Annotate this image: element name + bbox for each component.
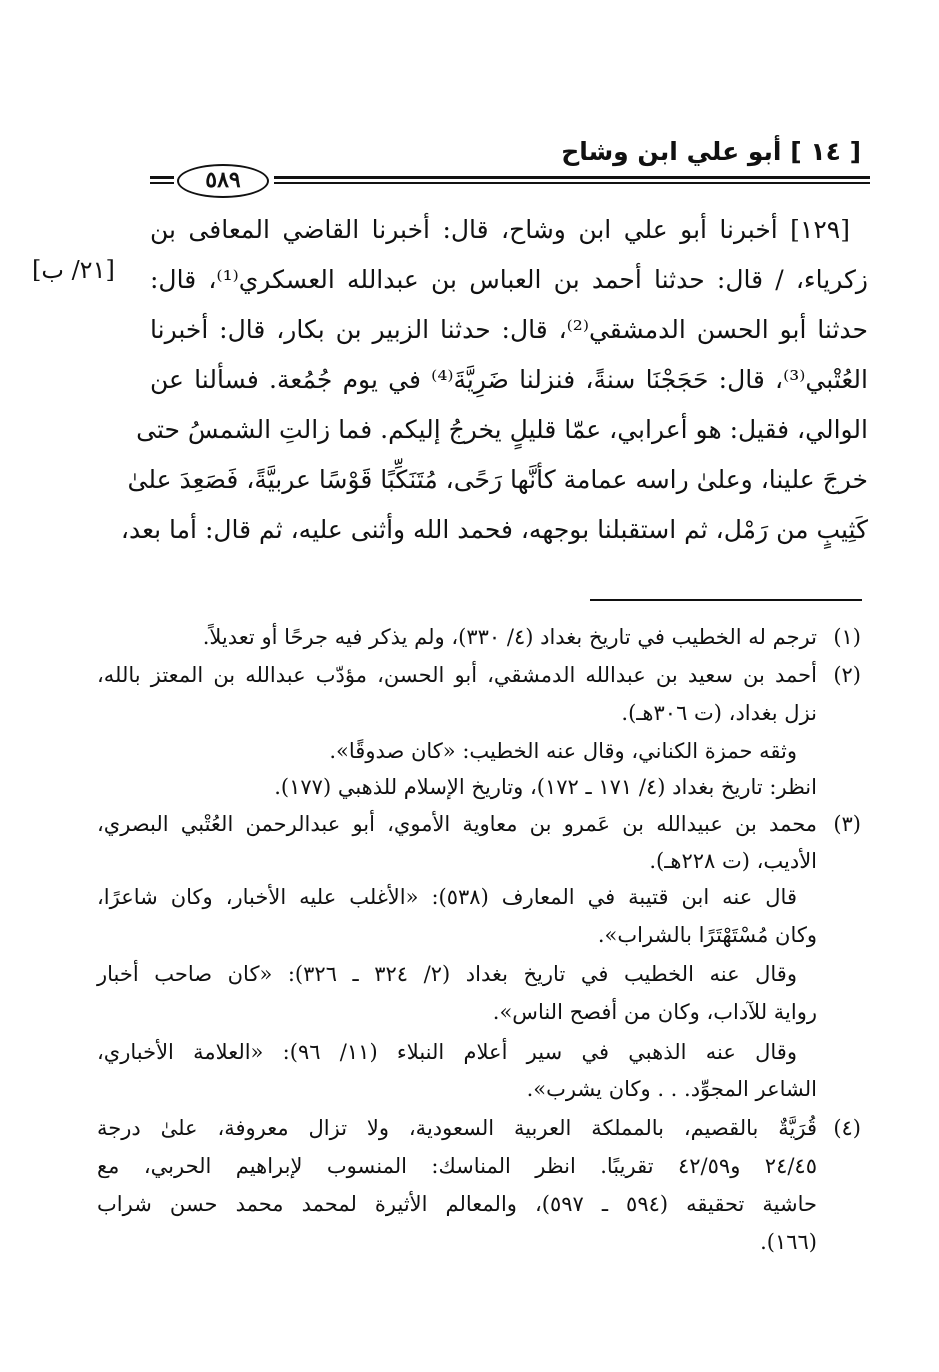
footnote-number: (٤) [833,1116,861,1140]
footnote-line: محمد بن عبيدالله بن عَمرو بن معاوية الأموي، أبو عبدالرحمن العُتْبي البصري، [97,812,817,836]
footnote-line: قال عنه ابن قتيبة في المعارف (٥٣٨): «الأغلب عليه الأخبار، وكان شاعرًا، [97,885,797,909]
footnote-number: (١) [833,625,861,649]
footnote-separator [590,599,862,601]
footnote-line: الشاعر المجوِّد. . . وكان يشرب». [526,1077,817,1101]
footnote-line: انظر: تاريخ بغداد (٤/ ١٧١ ـ ١٧٢)، وتاريخ الإسلام للذهبي (١٧٧). [274,775,817,799]
footnote-line: وقال عنه الخطيب في تاريخ بغداد (٢/ ٣٢٤ ـ ٣٢٦): «كان صاحب أخبار [97,962,797,986]
body-line: كَثِيبٍ من رَمْل، ثم استقبلنا بوجهه، فحمد الله وأثنى عليه، ثم قال: أما بعد، [120,515,868,544]
body-line: [١٢٩] أخبرنا أبو علي ابن وشاح، قال: أخبرنا القاضي المعافى بن [150,215,850,244]
footnote-line: أحمد بن سعيد بن عبدالله الدمشقي، أبو الحسن، مؤدّب عبدالله بن المعتز بالله، [97,663,817,687]
footnote-line: رواية للآداب، وكان من أفصح الناس». [492,1000,817,1024]
footnote-line: نزل بغداد، (ت ٣٠٦هـ). [621,701,817,725]
footnote-number: (٣) [833,812,861,836]
body-line: خرجَ علينا، وعلىٰ راسه عمامة كأنَّها رَحًى، مُتَنَكِّبًا قَوْسًا عربيَّةً، فَصَعِدَ علىٰ [127,465,868,494]
body-line: العُتْبي⁽³⁾، قال: حَجَجْنَا سنةً، فنزلنا ضَرِيَّةَ⁽⁴⁾ في يوم جُمُعة. فسألنا عن [150,365,868,394]
body-line: حدثنا أبو الحسن الدمشقي⁽²⁾، قال: حدثنا الزبير بن بكار، قال: أخبرنا [150,315,868,344]
footnote-line: (١٦٦). [760,1230,817,1254]
running-header-title: [ ١٤ ] أبو علي ابن وشاح [561,137,861,166]
header-rule-left [150,176,174,187]
footnote-line: وقال عنه الذهبي في سير أعلام النبلاء (١١/ ٩٦): «العلامة الأخباري، [97,1040,797,1064]
footnote-line: حاشية تحقيقه (٥٩٤ ـ ٥٩٧)، والمعالم الأثيرة لمحمد محمد حسن شراب [97,1192,817,1216]
footnote-line: قُرَيَّةٌ بالقصيم، بالمملكة العربية السعودية، ولا تزال معروفة، علىٰ درجة [97,1116,817,1140]
manuscript-folio-note: [٢١/ ب] [32,256,115,284]
footnote-line: وكان مُسْتَهْتَرًا بالشراب». [597,923,817,947]
header-rule-right [274,176,870,187]
footnote-line: وثقه حمزة الكناني، وقال عنه الخطيب: «كان صدوقًا». [329,739,797,763]
footnote-line: ٢٤/٤٥ و٤٢/٥٩ تقريبًا. انظر المناسك: المنسوب لإبراهيم الحربي، مع [97,1154,817,1178]
footnote-number: (٢) [833,663,861,687]
body-line: الوالي، فقيل: هو أعرابي، عمّا قليلٍ يخرجُ إليكم. فما زالتِ الشمسُ حتى [136,415,868,444]
page-number: ٥٨٩ [177,164,269,198]
footnote-line: الأديب، (ت ٢٢٨هـ). [649,849,817,873]
footnote-line: ترجم له الخطيب في تاريخ بغداد (٤/ ٣٣٠)، ولم يذكر فيه جرحًا أو تعديلاً. [202,625,817,649]
body-line: زكرياء، / قال: حدثنا أحمد بن العباس بن عبدالله العسكري⁽¹⁾، قال: [150,265,869,294]
